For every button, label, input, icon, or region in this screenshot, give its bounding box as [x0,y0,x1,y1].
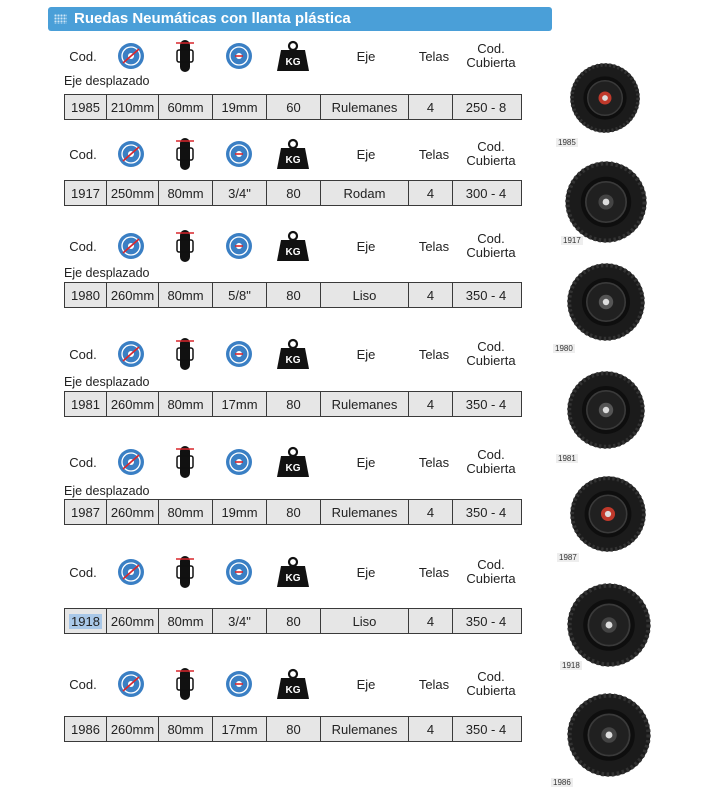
plies-cell: 4 [409,717,453,741]
bore-icon [214,134,264,174]
product-block [62,442,524,527]
capacity-cell: 60 [267,95,321,119]
axle-cell: Liso [321,283,409,307]
diameter-icon [106,134,156,174]
width-cell: 60mm [159,95,213,119]
spec-row [64,282,522,308]
header-eje: Eje [356,146,376,162]
width-cell: 80mm [159,609,213,633]
width-cell: 80mm [159,392,213,416]
axle-note: Eje desplazado [64,375,150,389]
weight-icon [268,552,318,592]
product-block [62,36,524,122]
header-eje: Eje [356,564,376,580]
wheel-photo [566,582,652,668]
cod-cell: 1918 [65,609,107,633]
axle-note: Eje desplazado [64,74,150,88]
wheel-photo [564,160,648,244]
cod-cell: 1981 [65,392,107,416]
bore-icon [214,334,264,374]
header-eje: Eje [356,48,376,64]
header-cod-cubierta: Cod. Cubierta [466,557,516,586]
cod-cell: 1985 [65,95,107,119]
wheel-photo-caption: 1985 [558,138,576,147]
tire-code-cell: 300 - 4 [465,185,507,201]
header-cod: Cod. [69,564,97,580]
header-eje: Eje [356,346,376,362]
bore-cell: 17mm [213,717,267,741]
spec-row [64,180,522,206]
spec-row [64,608,522,634]
product-block [62,226,524,310]
diameter-icon [106,442,156,482]
spec-header [62,334,524,374]
header-cod-cubierta: Cod. Cubierta [466,339,516,368]
bore-icon [214,226,264,266]
axle-cell: Rodam [321,181,409,205]
weight-icon [268,334,318,374]
header-telas: Telas [418,146,450,162]
wheel-photo-caption: 1980 [555,344,573,353]
plies-cell: 4 [409,609,453,633]
diameter-icon [106,36,156,76]
bore-cell: 3/4" [213,181,267,205]
product-block [62,134,524,208]
capacity-cell: 80 [267,609,321,633]
header-telas: Telas [418,454,450,470]
width-icon [160,226,210,266]
header-cod: Cod. [69,146,97,162]
weight-icon-label: KG [285,463,301,474]
header-eje: Eje [356,676,376,692]
header-telas: Telas [418,676,450,692]
width-cell: 80mm [159,500,213,524]
bore-cell: 5/8" [213,283,267,307]
capacity-cell: 80 [267,717,321,741]
cod-cell: 1987 [65,500,107,524]
wheel-photo [569,62,641,134]
weight-icon [268,36,318,76]
plies-cell: 4 [409,283,453,307]
wheel-photo [566,262,646,342]
bore-cell: 19mm [213,95,267,119]
bore-icon [214,664,264,704]
tire-code-cell: 350 - 4 [465,613,507,629]
header-telas: Telas [418,346,450,362]
header-cod-cubierta: Cod. Cubierta [466,41,516,70]
weight-icon [268,226,318,266]
wheel-photo-caption: 1918 [562,661,580,670]
bore-cell: 19mm [213,500,267,524]
wheel-photo-caption: 1987 [559,553,577,562]
product-block [62,552,524,636]
wheel-photo [569,475,647,553]
wheel-photo-caption: 1917 [563,236,581,245]
diameter-cell: 260mm [107,500,159,524]
cod-cell: 1986 [65,717,107,741]
axle-cell: Rulemanes [321,95,409,119]
tire-code-cell: 350 - 4 [465,504,507,520]
wheel-photo-caption: 1981 [558,454,576,463]
cod-cell: 1980 [65,283,107,307]
weight-icon [268,442,318,482]
header-cod-cubierta: Cod. Cubierta [466,231,516,260]
width-icon [160,442,210,482]
header-cod: Cod. [69,676,97,692]
tire-code-cell: 350 - 4 [465,721,507,737]
tire-code-cell: 250 - 8 [465,99,507,115]
tire-code-cell: 350 - 4 [465,287,507,303]
diameter-cell: 250mm [107,181,159,205]
tire-code-cell: 350 - 4 [465,396,507,412]
bore-icon [214,442,264,482]
spec-row [64,716,522,742]
bore-cell: 17mm [213,392,267,416]
spec-header [62,226,524,266]
width-icon [160,134,210,174]
diameter-icon [106,552,156,592]
plies-cell: 4 [409,95,453,119]
weight-icon-label: KG [285,355,301,366]
weight-icon-label: KG [285,57,301,68]
bore-icon [214,552,264,592]
width-cell: 80mm [159,283,213,307]
weight-icon-label: KG [285,573,301,584]
header-cod-cubierta: Cod. Cubierta [466,139,516,168]
weight-icon [268,664,318,704]
spec-header [62,442,524,482]
diameter-cell: 260mm [107,283,159,307]
axle-cell: Rulemanes [321,392,409,416]
axle-note: Eje desplazado [64,266,150,280]
spec-row [64,391,522,417]
bore-icon [214,36,264,76]
wheel-photo-caption: 1986 [553,778,571,787]
spec-row [64,499,522,525]
header-cod: Cod. [69,48,97,64]
weight-icon [268,134,318,174]
spec-header [62,664,524,704]
bore-cell: 3/4" [213,609,267,633]
header-cod-cubierta: Cod. Cubierta [466,447,516,476]
diameter-icon [106,664,156,704]
header-cod-cubierta: Cod. Cubierta [466,669,516,698]
header-eje: Eje [356,238,376,254]
width-icon [160,36,210,76]
width-icon [160,552,210,592]
axle-cell: Liso [321,609,409,633]
diameter-icon [106,334,156,374]
width-cell: 80mm [159,717,213,741]
catalog-title-bar [48,7,552,31]
grid-dots-icon [54,14,67,24]
diameter-cell: 260mm [107,717,159,741]
spec-header [62,36,524,76]
header-eje: Eje [356,454,376,470]
plies-cell: 4 [409,392,453,416]
weight-icon-label: KG [285,247,301,258]
axle-cell: Rulemanes [321,717,409,741]
cod-cell: 1917 [65,181,107,205]
axle-cell: Rulemanes [321,500,409,524]
header-telas: Telas [418,48,450,64]
header-cod: Cod. [69,238,97,254]
header-telas: Telas [418,238,450,254]
capacity-cell: 80 [267,392,321,416]
capacity-cell: 80 [267,283,321,307]
weight-icon-label: KG [285,155,301,166]
diameter-cell: 260mm [107,609,159,633]
axle-note: Eje desplazado [64,484,150,498]
diameter-cell: 260mm [107,392,159,416]
catalog-title: Ruedas Neumáticas con llanta plástica [74,10,351,27]
product-block [62,664,524,744]
weight-icon-label: KG [285,685,301,696]
wheel-photo [566,692,652,778]
spec-row [64,94,522,120]
plies-cell: 4 [409,181,453,205]
width-icon [160,664,210,704]
diameter-icon [106,226,156,266]
header-telas: Telas [418,564,450,580]
wheel-photo [566,370,646,450]
product-block [62,334,524,419]
width-cell: 80mm [159,181,213,205]
capacity-cell: 80 [267,181,321,205]
plies-cell: 4 [409,500,453,524]
width-icon [160,334,210,374]
header-cod: Cod. [69,346,97,362]
capacity-cell: 80 [267,500,321,524]
diameter-cell: 210mm [107,95,159,119]
spec-header [62,552,524,592]
spec-header [62,134,524,174]
header-cod: Cod. [69,454,97,470]
